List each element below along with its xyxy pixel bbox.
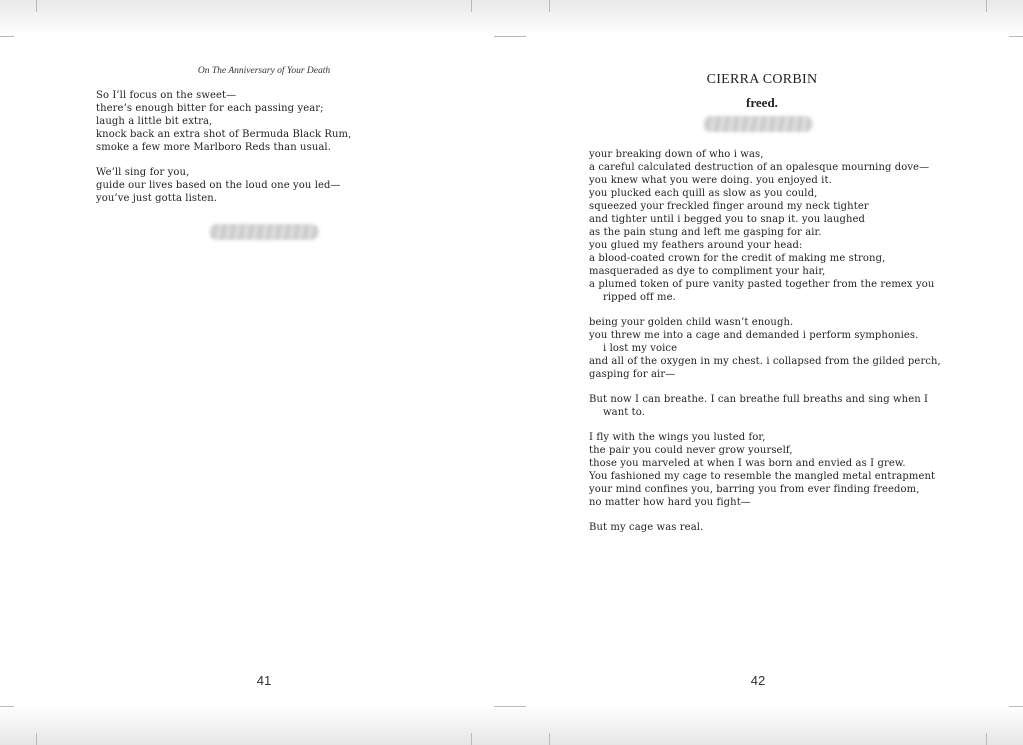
crop-mark — [471, 733, 472, 745]
poem-line: there’s enough bitter for each passing year; — [96, 103, 324, 114]
top-margin-band — [0, 0, 1023, 36]
poem-body — [589, 148, 989, 546]
poem-line: a careful calculated destruction of an opalesque mourning dove— — [589, 162, 930, 173]
poem-line: But now I can breathe. I can breathe full breaths and sing when I — [589, 394, 929, 405]
poem-line: being your golden child wasn’t enough. — [589, 317, 794, 328]
stanza — [589, 521, 989, 534]
poem-line: you plucked each quill as slow as you could, — [589, 188, 818, 199]
stanza — [589, 431, 989, 509]
author-name: CIERRA CORBIN — [706, 72, 818, 87]
poem-line: you knew what you were doing. you enjoyed it. — [589, 175, 832, 186]
poem-line: gasping for air— — [589, 369, 676, 380]
decorative-flourish — [209, 224, 319, 240]
crop-mark — [0, 706, 14, 707]
stanza — [589, 148, 989, 304]
poem-line: the pair you could never grow yourself, — [589, 445, 793, 456]
stanza — [589, 393, 989, 419]
poem-line: those you marveled at when I was born and envied as I grew. — [589, 458, 906, 469]
poem-line: guide our lives based on the loud one you led— — [96, 180, 341, 191]
crop-mark — [986, 733, 987, 745]
crop-mark — [471, 0, 472, 12]
crop-mark — [1009, 706, 1023, 707]
poem-body — [96, 89, 496, 217]
poem-line: But my cage was real. — [589, 522, 704, 533]
page-number: 41 — [256, 673, 272, 688]
poem-line: as the pain stung and left me gasping for air. — [589, 227, 822, 238]
poem-line: your mind confines you, barring you from ever finding freedom, — [589, 484, 920, 495]
poem-line: a plumed token of pure vanity pasted together from the remex you — [589, 279, 935, 290]
crop-mark — [986, 0, 987, 12]
crop-mark — [494, 706, 526, 707]
crop-mark — [36, 733, 37, 745]
stanza — [96, 89, 496, 154]
poem-line: squeezed your freckled finger around my neck tighter — [589, 201, 869, 212]
poem-line: ripped off me. — [603, 292, 676, 303]
poem-line: i lost my voice — [603, 343, 678, 354]
poem-line: you’ve just gotta listen. — [96, 193, 218, 204]
decorative-flourish — [703, 116, 813, 132]
poem-line: So I’ll focus on the sweet— — [96, 90, 237, 101]
poem-line: You fashioned my cage to resemble the mangled metal entrapment — [589, 471, 936, 482]
left-page — [14, 36, 508, 706]
poem-line: your breaking down of who i was, — [589, 149, 764, 160]
poem-line: a blood-coated crown for the credit of making me strong, — [589, 253, 886, 264]
poem-line: no matter how hard you fight— — [589, 497, 751, 508]
poem-line: I fly with the wings you lusted for, — [589, 432, 766, 443]
right-page — [508, 36, 1002, 706]
poem-line: you glued my feathers around your head: — [589, 240, 803, 251]
poem-line: and all of the oxygen in my chest. i collapsed from the gilded perch, — [589, 356, 941, 367]
crop-mark — [549, 0, 550, 12]
poem-line: and tighter until i begged you to snap it. you laughed — [589, 214, 866, 225]
poem-line: knock back an extra shot of Bermuda Black Rum, — [96, 129, 352, 140]
poem-line: We’ll sing for you, — [96, 167, 190, 178]
crop-mark — [0, 36, 14, 37]
poem-line: you threw me into a cage and demanded i perform symphonies. — [589, 330, 919, 341]
running-head: On The Anniversary of Your Death — [197, 66, 331, 76]
crop-mark — [1009, 36, 1023, 37]
stanza — [96, 166, 496, 205]
poem-line: laugh a little bit extra, — [96, 116, 213, 127]
crop-mark — [36, 0, 37, 12]
poem-line: masqueraded as dye to compliment your hair, — [589, 266, 826, 277]
page-number: 42 — [750, 673, 766, 688]
poem-line: smoke a few more Marlboro Reds than usual. — [96, 142, 332, 153]
poem-title: freed. — [746, 95, 778, 110]
bottom-margin-band — [0, 706, 1023, 745]
stanza — [589, 316, 989, 381]
crop-mark — [549, 733, 550, 745]
poem-line: want to. — [603, 407, 646, 418]
